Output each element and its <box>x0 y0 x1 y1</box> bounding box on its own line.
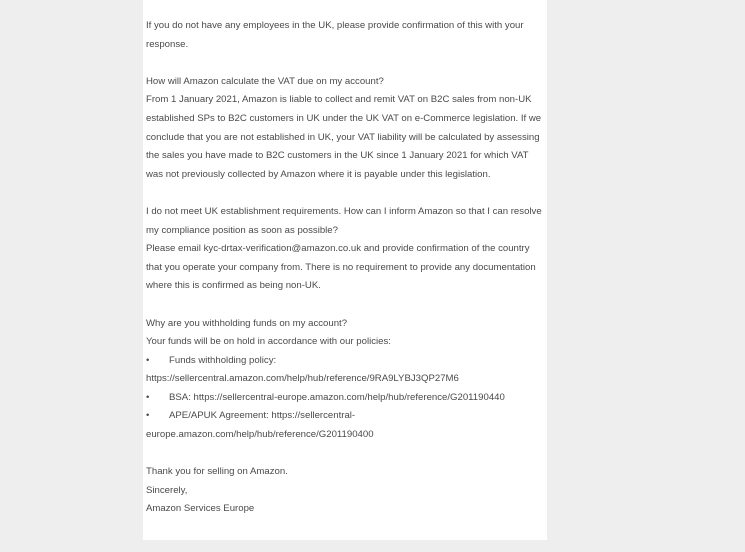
spacer <box>146 184 546 203</box>
spacer <box>146 445 546 464</box>
faq-question-establishment: I do not meet UK establishment requirements. How can I inform Amazon so that I can resolve my compliance position as soon as possible? <box>146 205 542 236</box>
faq-question-withholding: Why are you withholding funds on my account? <box>146 317 348 329</box>
intro-paragraph: If you do not have any employees in the UK, please provide confirmation of this with your response. <box>146 20 524 50</box>
signature: Amazon Services Europe <box>146 503 255 515</box>
bullet-mark: • <box>146 410 150 422</box>
closing-line: Thank you for selling on Amazon. <box>146 466 288 478</box>
faq-question-vat-calculation: How will Amazon calculate the VAT due on my account? <box>146 75 384 87</box>
email-body-page <box>143 0 547 540</box>
faq-answer-withholding: Your funds will be on hold in accordance with our policies: <box>146 336 391 348</box>
spacer <box>146 54 546 73</box>
policy-bullet-funds-withholding <box>146 352 546 389</box>
policy-bullet-apuk <box>146 407 546 444</box>
answer-prefix: Please email <box>146 243 204 255</box>
faq-answer-establishment <box>146 240 546 296</box>
answer-suffix: and provide confirmation of the country that you operate your company from. There is no requirement to provide any documentation where this is confirmed as being non-UK. <box>146 243 536 292</box>
bullet-label: Funds withholding policy: <box>169 354 277 366</box>
policy-bullet-bsa <box>146 389 546 408</box>
faq-answer-vat-calculation: From 1 January 2021, Amazon is liable to collect and remit VAT on B2C sales from non-UK established SPs to B2C customers in UK under the UK VAT on e-Commerce legislation. If we conclude that you are not established in UK, your VAT liability will be calculated by assessing the sales you have made to B2C customers in the UK since 1 January 2021 for which VAT was not previously collected by Amazon where it is payable under this legislation. <box>146 94 542 180</box>
funds-withholding-policy-link[interactable]: https://sellercentral.amazon.com/help/hub/reference/9RA9LYBJ3QP27M6 <box>146 373 459 385</box>
kyc-email-link[interactable]: kyc-drtax-verification@amazon.co.uk <box>203 243 362 255</box>
bullet-label: APE/APUK Agreement: <box>169 410 269 422</box>
bullet-mark: • <box>146 391 150 403</box>
bullet-label: BSA: <box>169 391 191 403</box>
email-content <box>146 17 546 519</box>
signoff: Sincerely, <box>146 484 188 496</box>
bsa-link[interactable]: https://sellercentral-europe.amazon.com/help/hub/reference/G201190440 <box>193 391 505 403</box>
spacer <box>146 296 546 315</box>
bullet-mark: • <box>146 354 150 366</box>
apuk-agreement-link[interactable]: https://sellercentral-europe.amazon.com/help/hub/reference/G201190400 <box>146 410 374 441</box>
